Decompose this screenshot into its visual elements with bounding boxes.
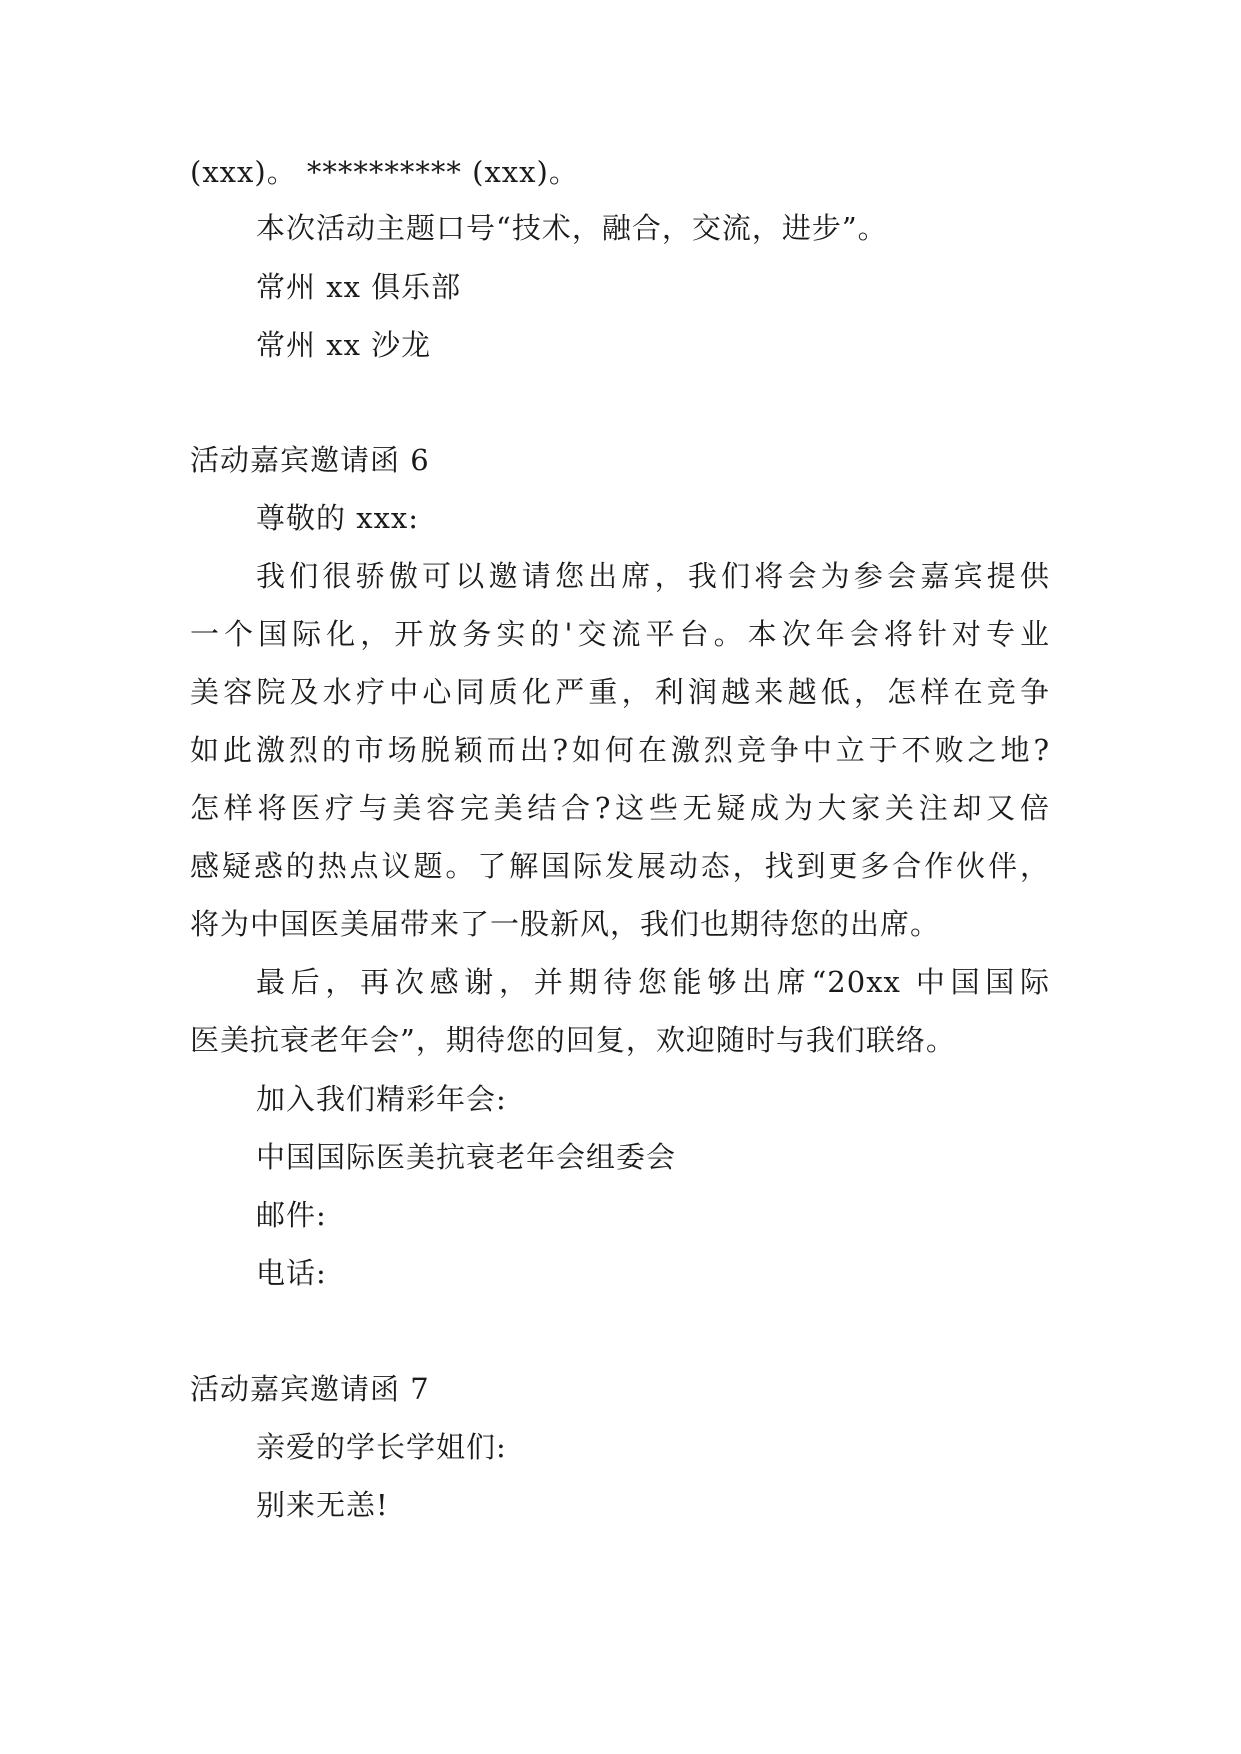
paragraph-line: 我们很骄傲可以邀请您出席，我们将会为参会嘉宾提供 <box>256 559 1050 593</box>
paragraph-line: 医美抗衰老年会”，期待您的回复，欢迎随时与我们联络。 <box>190 1023 956 1057</box>
text-line-organizer-club: 常州 xx 俱乐部 <box>256 270 462 304</box>
text-line-salutation-6: 尊敬的 xxx: <box>256 501 420 535</box>
paragraph-line: 最后，再次感谢，并期待您能够出席“20xx 中国国际 <box>256 965 1050 999</box>
text-line-organizer-salon: 常州 xx 沙龙 <box>256 328 432 362</box>
text-line-slogan: 本次活动主题口号“技术，融合，交流，进步”。 <box>256 211 888 245</box>
section-heading-6: 活动嘉宾邀请函 6 <box>190 443 430 477</box>
paragraph-line: 将为中国医美届带来了一股新风，我们也期待您的出席。 <box>190 907 941 941</box>
paragraph-line: 感疑惑的热点议题。了解国际发展动态，找到更多合作伙伴， <box>190 849 1050 883</box>
paragraph-line: 怎样将医疗与美容完美结合?这些无疑成为大家关注却又倍 <box>190 791 1050 825</box>
section-heading-7: 活动嘉宾邀请函 7 <box>190 1372 430 1406</box>
text-line-phone-label: 电话: <box>256 1256 327 1290</box>
text-line-salutation-7: 亲爱的学长学姐们: <box>256 1430 507 1464</box>
text-line-join: 加入我们精彩年会: <box>256 1082 507 1116</box>
text-line-greeting: 别来无恙! <box>256 1488 389 1522</box>
text-line-committee: 中国国际医美抗衰老年会组委会 <box>256 1140 677 1174</box>
text-line-email-label: 邮件: <box>256 1198 327 1232</box>
text-line-contact-placeholder: (xxx)。 ********** (xxx)。 <box>190 155 579 189</box>
paragraph-line: 如此激烈的市场脱颖而出?如何在激烈竞争中立于不败之地? <box>190 733 1050 767</box>
paragraph-line: 一个国际化，开放务实的'交流平台。本次年会将针对专业 <box>190 617 1050 651</box>
paragraph-line: 美容院及水疗中心同质化严重，利润越来越低，怎样在竞争 <box>190 675 1050 709</box>
